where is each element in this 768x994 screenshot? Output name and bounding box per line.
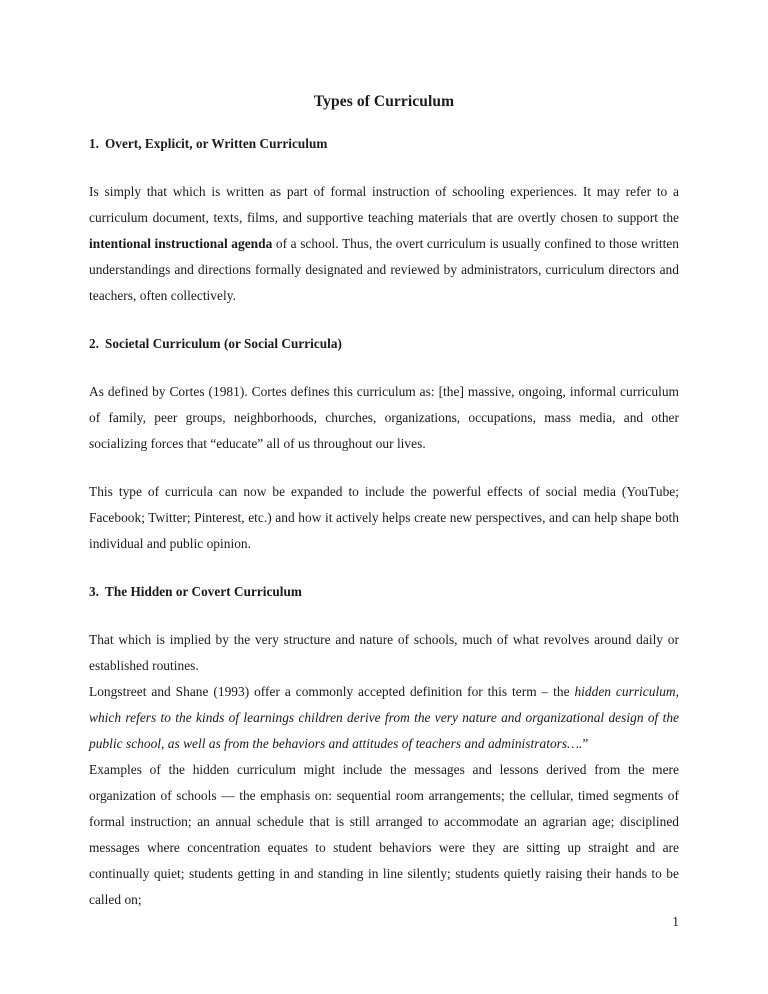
section-title-3: The Hidden or Covert Curriculum [105, 584, 302, 599]
section-heading-1 [89, 131, 679, 157]
text-run: ” [582, 736, 589, 751]
text-run-italic: hidden curriculum, which refers to the kinds of learnings children derive from the very nature and organizational design of the public school, as well as from the behaviors and attitudes of teachers and administrators…. [89, 684, 679, 751]
page-number: 1 [672, 914, 679, 929]
page-title: Types of Curriculum [313, 93, 455, 110]
text-run: Longstreet and Shane (1993) offer a commonly accepted definition for this term – the [89, 684, 575, 699]
paragraph-3-3: Examples of the hidden curriculum might include the messages and lessons derived from the mere organization of schools — the emphasis on: sequential room arrangements; the cellular, timed segments of formal instruction; an annual schedule that is still arranged to accommodate an agrarian age; disciplined messages where concentration equates to student behaviors were they are sitting up straight and are continually quiet; students getting in and standing in line silently; students quietly raising their hands to be called on; [89, 762, 679, 907]
document-body [89, 0, 679, 913]
section-number-1: 1. [89, 136, 99, 151]
section-heading-2 [89, 331, 679, 357]
section-heading-3 [89, 579, 679, 605]
text-run: of a school. Thus, the overt curriculum is usually confined to those written understandings and directions formally designated and reviewed by administrators, curriculum directors and teachers, often collectively. [89, 236, 679, 303]
section-title-1: Overt, Explicit, or Written Curriculum [105, 136, 328, 151]
paragraph-2-2: This type of curricula can now be expanded to include the powerful effects of social media (YouTube; Facebook; Twitter; Pinterest, etc.) and how it actively helps create new perspectives, and can help shape both individual and public opinion. [89, 484, 679, 551]
paragraph-3-2 [89, 679, 679, 757]
paragraph-2-1: As defined by Cortes (1981). Cortes defines this curriculum as: [the] massive, ongoing, informal curriculum of family, peer groups, neighborhoods, churches, organizations, occupations, mass media, and other socializing forces that “educate” all of us throughout our lives. [89, 384, 679, 451]
section-number-3: 3. [89, 584, 99, 599]
section-number-2: 2. [89, 336, 99, 351]
paragraph-3-1: That which is implied by the very structure and nature of schools, much of what revolves around daily or established routines. [89, 632, 679, 673]
text-run: Is simply that which is written as part of formal instruction of schooling experiences. It may refer to a curriculum document, texts, films, and supportive teaching materials that are overtly chosen to support the [89, 184, 679, 225]
paragraph-1-1 [89, 179, 679, 309]
section-title-2: Societal Curriculum (or Social Curricula) [105, 336, 342, 351]
text-run-bold: intentional instructional agenda [89, 236, 273, 251]
